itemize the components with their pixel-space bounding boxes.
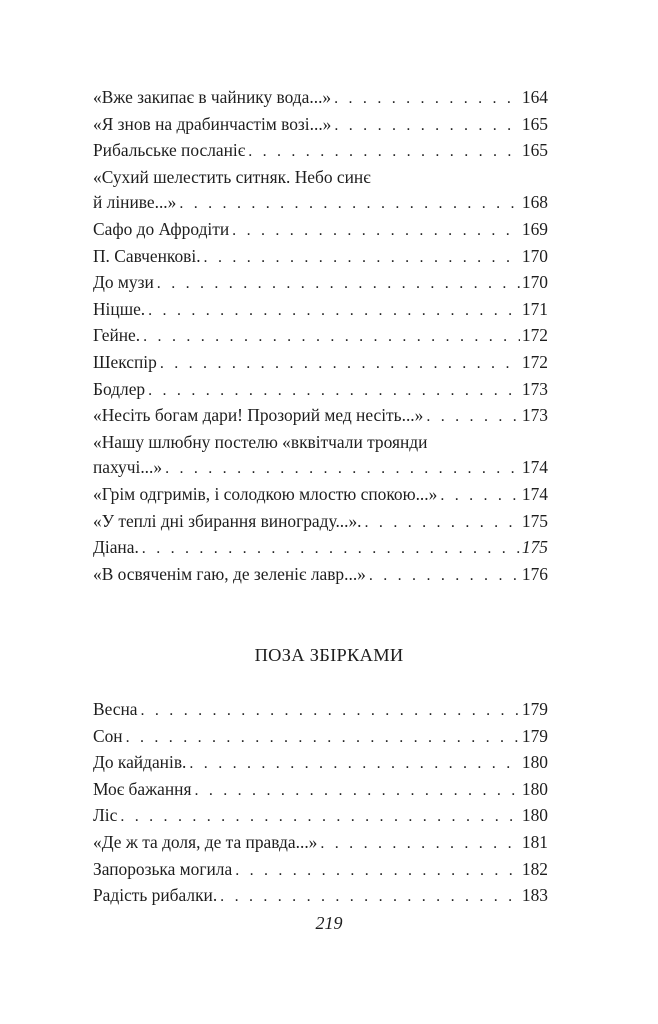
toc-entry-title: Рибальське посланіє [93,140,246,161]
toc-entry-page: 180 [521,752,548,773]
dot-leader [142,536,520,562]
toc-entry-title: Бодлер [93,378,146,399]
toc-entry-title: Сон [93,725,123,746]
toc-entry-title: «У теплі дні збирання винограду...». [93,510,362,531]
toc-entry-page: 169 [521,218,548,239]
dot-leader [157,271,520,297]
toc-entry-page: 170 [521,245,548,266]
toc-entry-page: 168 [521,192,548,213]
toc-entry-title: П. Савченкові. [93,245,201,266]
toc-entry-page: 164 [521,87,548,107]
toc-entry-title-line1: «Нашу шлюбну постелю «вквітчали троянди [93,431,428,452]
dot-leader [194,778,519,804]
dot-leader [334,86,520,112]
toc-entry-title: «Несіть богам дари! Прозорий мед несіть...» [93,405,424,426]
toc-entry [93,377,548,404]
toc-entry [93,217,548,244]
toc-entry-page: 179 [521,699,548,719]
toc-entry-title: Шекспір [93,351,157,372]
toc-entry-title: «Вже закипає в чайнику вода...» [93,87,332,107]
toc-entry-page: 165 [521,140,548,161]
toc-entry-title: «В освяченім гаю, де зеленіє лавр...» [93,563,366,584]
toc-entry-title: До музи [93,272,154,293]
toc-entry [93,350,548,377]
toc-entry-title: й ліниве...» [93,192,177,213]
section-heading: ПОЗА ЗБІРКАМИ [254,645,404,665]
toc-entry-page: 165 [521,113,548,134]
toc-entry-page: 175 [521,537,548,558]
toc-entry [93,535,548,562]
toc-entry-page: 179 [521,725,548,746]
dot-leader [160,351,520,377]
dot-leader [189,751,520,777]
dot-leader [320,831,520,857]
dot-leader [440,483,520,509]
toc-entry [93,482,548,509]
toc-entry-title-line1: «Сухий шелестить ситняк. Небо синє [93,166,371,187]
toc-entry-title: Діана. [93,537,139,558]
toc-entry [93,138,548,165]
toc-entry [93,750,548,777]
toc-entry-page: 181 [521,831,548,852]
toc-entry-title: Гейне. [93,325,141,346]
dot-leader [204,245,520,271]
dot-leader [235,858,520,884]
toc-entry-page: 172 [521,325,548,346]
toc-entry [93,724,548,751]
toc-entry [93,777,548,804]
dot-leader [120,804,520,830]
toc-entry [93,403,548,430]
dot-leader [148,378,520,404]
toc-entry [93,244,548,271]
dot-leader [232,218,520,244]
toc-entry-page: 173 [521,378,548,399]
toc-entry-page: 182 [521,858,548,879]
toc-entry-title: Ніцше. [93,298,146,319]
toc-entry-title: Радість рибалки. [93,885,218,906]
dot-leader [248,139,520,165]
toc-entry-page: 170 [521,272,548,293]
table-of-contents-outside-collections [93,697,548,910]
toc-entry-title: Моє бажання [93,778,192,799]
toc-entry [93,85,548,112]
toc-entry [93,112,548,139]
toc-entry [93,803,548,830]
toc-entry [93,697,548,724]
page-number: 219 [315,913,343,933]
toc-entry-title: Запорозька могила [93,858,233,879]
toc-entry-page: 180 [521,805,548,826]
toc-entry-page: 176 [521,563,548,584]
toc-entry-page: 175 [521,510,548,531]
toc-entry [93,883,548,910]
toc-entry-title: пахучі...» [93,457,163,478]
toc-entry-title: Весна [93,699,138,719]
toc-entry-page: 173 [521,405,548,426]
dot-leader [426,404,520,430]
dot-leader [179,191,520,217]
toc-entry [93,562,548,589]
toc-entry-page: 174 [521,457,548,478]
toc-entry [93,297,548,324]
toc-entry [93,830,548,857]
toc-entry-title: «Я знов на драбинчастім возі...» [93,113,332,134]
toc-entry-title: Сафо до Афродіти [93,218,230,239]
dot-leader [126,725,520,751]
toc-entry [93,857,548,884]
table-of-contents [93,85,548,588]
toc-entry-page: 180 [521,778,548,799]
toc-entry [93,323,548,350]
toc-entry-page: 174 [521,483,548,504]
toc-entry [93,270,548,297]
toc-entry-title: Ліс [93,805,118,826]
toc-entry [93,165,548,217]
dot-leader [148,298,520,324]
dot-leader [143,324,520,350]
dot-leader [220,884,520,910]
toc-entry-title: «Грім одгримів, і солодкою млостю спокою...» [93,483,438,504]
toc-entry-page: 171 [521,298,548,319]
dot-leader [365,510,520,536]
dot-leader [369,563,520,589]
toc-entry-title: До кайданів. [93,752,187,773]
toc-entry-page: 172 [521,351,548,372]
toc-entry-page: 183 [521,885,548,906]
dot-leader [141,698,520,724]
toc-entry [93,509,548,536]
dot-leader [334,113,520,139]
toc-entry [93,430,548,482]
dot-leader [165,456,520,482]
toc-entry-title: «Де ж та доля, де та правда...» [93,831,318,852]
